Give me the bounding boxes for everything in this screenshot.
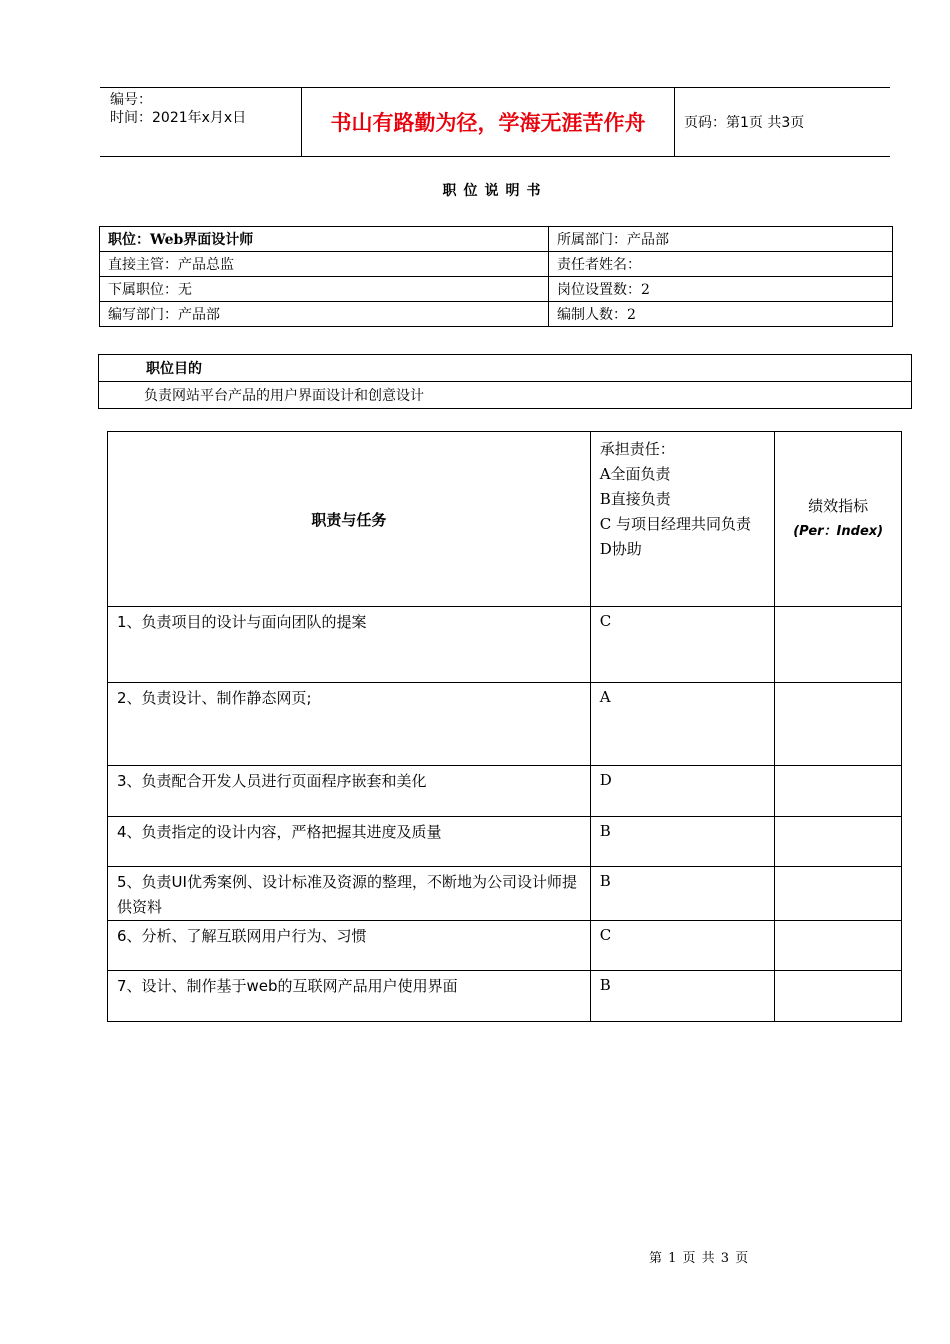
subordinate-cell: 下属职位：无 (100, 277, 549, 302)
page-info: 页码：第1页 共3页 (684, 115, 805, 131)
responsibility-option-a: A全面负责 (599, 465, 671, 483)
duty-task: 3、负责配合开发人员进行页面程序嵌套和美化 (108, 766, 591, 817)
duty-responsibility: B (590, 971, 775, 1022)
position-info-table (99, 226, 893, 327)
department-cell: 所属部门：产品部 (549, 227, 893, 252)
duty-task: 4、负责指定的设计内容，严格把握其进度及质量 (108, 817, 591, 867)
table-row (108, 971, 902, 1022)
table-row (100, 302, 893, 327)
table-row (100, 227, 893, 252)
duty-responsibility: D (590, 766, 775, 817)
table-row (108, 766, 902, 817)
responsibility-option-d: D协助 (599, 540, 642, 558)
duty-kpi (775, 766, 902, 817)
duty-task: 6、分析、了解互联网用户行为、习惯 (108, 921, 591, 971)
table-row (99, 382, 912, 409)
duty-responsibility: B (590, 867, 775, 921)
table-row (100, 252, 893, 277)
position-purpose-table (98, 354, 912, 409)
number-label: 编号： (110, 92, 152, 108)
table-row (108, 683, 902, 766)
table-row (108, 817, 902, 867)
motto: 书山有路勤为径，学海无涯苦作舟 (302, 88, 675, 156)
duty-responsibility: A (590, 683, 775, 766)
page-footer: 第 1 页 共 3 页 (649, 1251, 750, 1266)
headcount-setting-cell: 岗位设置数：2 (549, 277, 893, 302)
duties-header: 职责与任务 (108, 432, 591, 607)
responsible-name-cell: 责任者姓名： (549, 252, 893, 277)
kpi-header-index: (Per：Index) (793, 524, 884, 539)
purpose-text: 负责网站平台产品的用户界面设计和创意设计 (99, 382, 912, 409)
duties-table (107, 431, 902, 1022)
table-row (100, 277, 893, 302)
duty-responsibility: C (590, 921, 775, 971)
purpose-heading: 职位目的 (99, 355, 912, 382)
duty-task: 5、负责UI优秀案例、设计标准及资源的整理，不断地为公司设计师提供资料 (108, 867, 591, 921)
duty-kpi (775, 867, 902, 921)
duty-kpi (775, 683, 902, 766)
duty-kpi (775, 817, 902, 867)
header-meta (100, 88, 302, 156)
duty-kpi (775, 921, 902, 971)
duty-task: 7、设计、制作基于web的互联网产品用户使用界面 (108, 971, 591, 1022)
supervisor-cell: 直接主管：产品总监 (100, 252, 549, 277)
responsibility-option-c: C 与项目经理共同负责 (599, 515, 751, 533)
kpi-header (775, 432, 902, 607)
table-row (108, 921, 902, 971)
responsibility-header (590, 432, 775, 607)
duty-kpi (775, 607, 902, 683)
duty-responsibility: C (590, 607, 775, 683)
table-row (108, 867, 902, 921)
page-header (100, 87, 890, 157)
duty-task: 2、负责设计、制作静态网页; (108, 683, 591, 766)
duty-task: 1、负责项目的设计与面向团队的提案 (108, 607, 591, 683)
responsibility-header-title: 承担责任： (599, 440, 675, 458)
responsibility-option-b: B直接负责 (599, 490, 671, 508)
writing-dept-cell: 编写部门：产品部 (100, 302, 549, 327)
staffing-count-cell: 编制人数：2 (549, 302, 893, 327)
kpi-header-title: 绩效指标 (808, 497, 869, 515)
duty-kpi (775, 971, 902, 1022)
document-title: 职位说明书 (442, 183, 548, 199)
table-header-row (108, 432, 902, 607)
time-label: 时间：2021年x月x日 (110, 110, 247, 126)
table-row (108, 607, 902, 683)
table-row (99, 355, 912, 382)
position-cell: 职位：Web界面设计师 (100, 227, 549, 252)
duty-responsibility: B (590, 817, 775, 867)
